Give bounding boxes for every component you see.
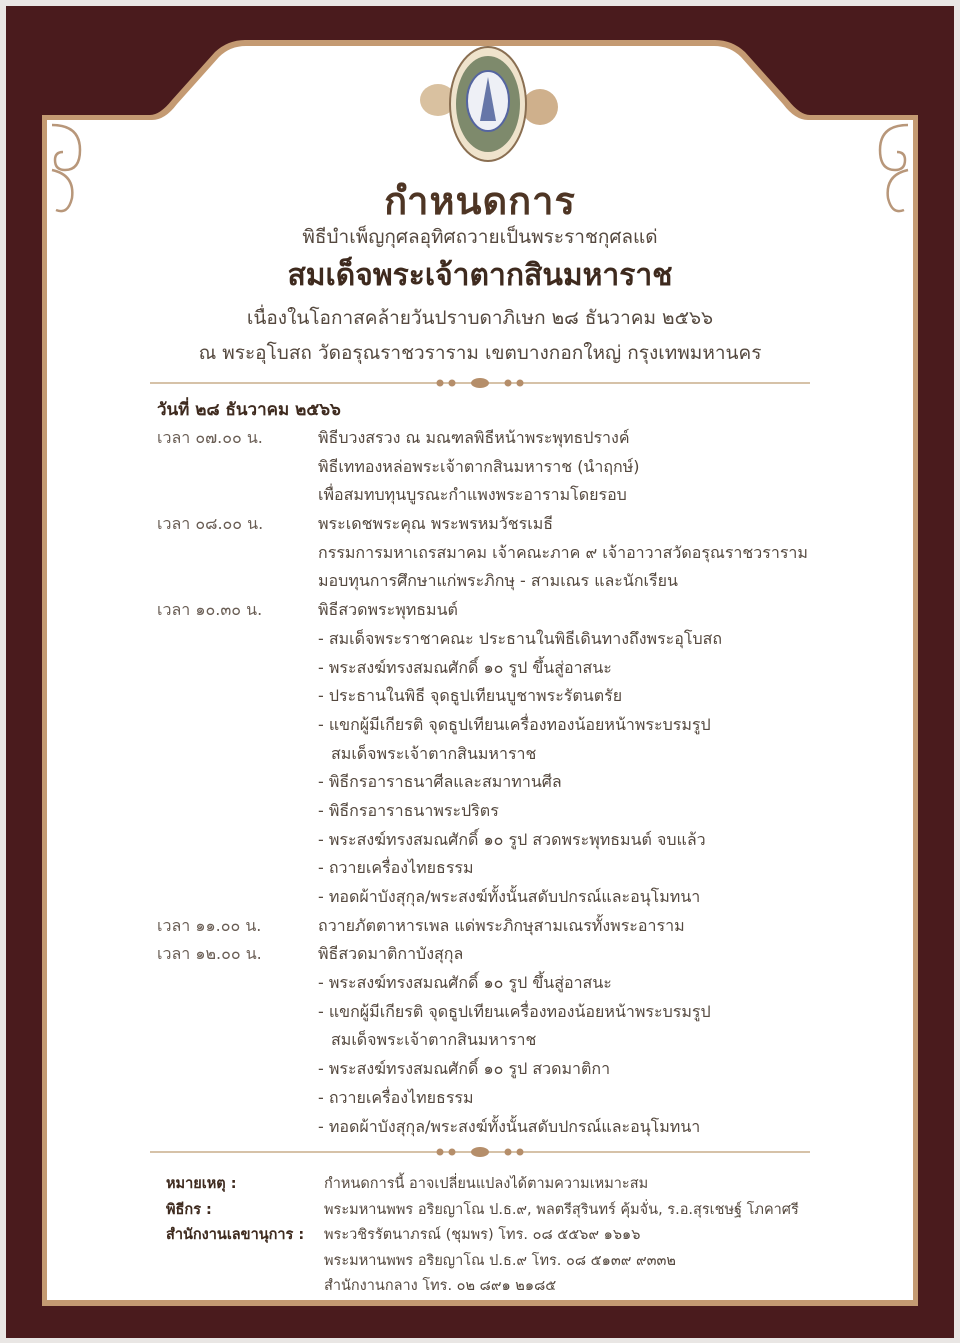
ornament-divider: [150, 377, 810, 389]
notes-section: [166, 1172, 799, 1300]
schedule-row: [157, 453, 877, 482]
schedule-time: [157, 998, 318, 1027]
schedule-item: พิธีสวดมาติกาบังสุกุล: [318, 944, 464, 964]
note-row: [166, 1249, 799, 1275]
note-row: [166, 1198, 799, 1224]
schedule-time: [157, 1113, 318, 1142]
schedule-time: [157, 539, 318, 568]
schedule-item: - พระสงฆ์ทรงสมณศักดิ์ ๑๐ รูป สวดพระพุทธมนต์ จบแล้ว: [318, 829, 706, 849]
schedule-item: - พิธีกรอาราธนาศีลและสมาทานศีล: [318, 772, 562, 792]
schedule-item: พิธีสวดพระพุทธมนต์: [318, 600, 458, 620]
schedule-list: [157, 424, 877, 1141]
schedule-time: เวลา ๑๒.๐๐ น.: [157, 944, 262, 964]
schedule-row: [157, 596, 877, 625]
schedule-item: - ทอดผ้าบังสุกุล/พระสงฆ์ทั้งนั้นสดับปกรณ์และอนุโมทนา: [318, 887, 701, 906]
schedule-item: - ถวายเครื่องไทยธรรม: [318, 1087, 474, 1107]
schedule-item: - พระสงฆ์ทรงสมณศักดิ์ ๑๐ รูป ขึ้นสู่อาสนะ: [318, 973, 612, 993]
schedule-row: [157, 740, 877, 769]
schedule-row: [157, 912, 877, 941]
schedule-time: [157, 740, 318, 769]
schedule-time: [157, 826, 318, 855]
note-label: สำนักงานเลขานุการ :: [166, 1227, 305, 1243]
schedule-time: [157, 453, 318, 482]
occasion-line: เนื่องในโอกาสคล้ายวันปราบดาภิเษก ๒๘ ธันวาคม ๒๕๖๖: [246, 307, 714, 329]
schedule-row: [157, 539, 877, 568]
schedule-item: - พระสงฆ์ทรงสมณศักดิ์ ๑๐ รูป ขึ้นสู่อาสนะ: [318, 657, 612, 677]
schedule-item: - ถวายเครื่องไทยธรรม: [318, 858, 474, 878]
schedule-time: [157, 682, 318, 711]
schedule-row: [157, 854, 877, 883]
schedule-time: เวลา ๐๘.๐๐ น.: [157, 514, 264, 534]
schedule-item: ถวายภัตตาหารเพล แด่พระภิกษุสามเณรทั้งพระอาราม: [318, 915, 685, 935]
schedule-row: [157, 797, 877, 826]
schedule-item: - ประธานในพิธี จุดธูปเทียนบูชาพระรัตนตรัย: [318, 686, 623, 706]
schedule-row: [157, 510, 877, 539]
temple-seal-icon: [448, 45, 528, 163]
schedule-time: [157, 1055, 318, 1084]
schedule-item: - สมเด็จพระราชาคณะ ประธานในพิธีเดินทางถึงพระอุโบสถ: [318, 628, 723, 648]
schedule-time: [157, 567, 318, 596]
note-row: [166, 1172, 799, 1198]
note-value: พระวชิรรัตนาภรณ์ (ชุมพร) โทร. ๐๘ ๕๕๖๙ ๑๖๑๖: [324, 1227, 641, 1243]
schedule-time: [157, 625, 318, 654]
honoree-title: สมเด็จพระเจ้าตากสินมหาราช: [287, 258, 673, 293]
schedule-row: [157, 826, 877, 855]
note-label: หมายเหตุ :: [166, 1176, 237, 1192]
schedule-row: [157, 481, 877, 510]
schedule-row: [157, 1055, 877, 1084]
note-row: [166, 1223, 799, 1249]
schedule-row: [157, 768, 877, 797]
schedule-row: [157, 567, 877, 596]
schedule-row: [157, 682, 877, 711]
schedule-item: - พระสงฆ์ทรงสมณศักดิ์ ๑๐ รูป สวดมาติกา: [318, 1059, 611, 1079]
schedule-row: [157, 998, 877, 1027]
schedule-row: [157, 625, 877, 654]
schedule-item: พิธีบวงสรวง ณ มณฑลพิธีหน้าพระพุทธปรางค์: [318, 428, 630, 447]
schedule-time: [157, 768, 318, 797]
schedule-item: - พิธีกรอาราธนาพระปริตร: [318, 800, 499, 820]
schedule-time: [157, 1084, 318, 1113]
schedule-row: [157, 883, 877, 912]
document-title: กำหนดการ: [384, 179, 576, 223]
schedule-time: [157, 1026, 318, 1055]
schedule-time: [157, 797, 318, 826]
note-value: พระมหานพพร อริยญาโณ ป.ธ.๙ โทร. ๐๘ ๕๑๓๙ ๙๓๓๒: [324, 1252, 676, 1269]
schedule-item: สมเด็จพระเจ้าตากสินมหาราช: [331, 743, 537, 763]
schedule-item: สมเด็จพระเจ้าตากสินมหาราช: [331, 1030, 537, 1050]
schedule-item: พระเดชพระคุณ พระพรหมวัชรเมธี: [318, 514, 554, 534]
schedule-time: [157, 481, 318, 510]
note-label: [166, 1249, 324, 1275]
schedule-item: - ทอดผ้าบังสุกุล/พระสงฆ์ทั้งนั้นสดับปกรณ์และอนุโมทนา: [318, 1116, 701, 1136]
ceremony-subtitle: พิธีบำเพ็ญกุศลอุทิศถวายเป็นพระราชกุศลแด่: [302, 226, 658, 248]
note-value: พระมหานพพร อริยญาโณ ป.ธ.๙, พลตรีสุรินทร์ คุ้มจั่น, ร.อ.สุรเชษฐ์ โภคาศรี: [324, 1201, 799, 1218]
schedule-item: พิธีเททองหล่อพระเจ้าตากสินมหาราช (นำฤกษ์): [318, 456, 640, 476]
schedule-time: [157, 969, 318, 998]
schedule-row: [157, 711, 877, 740]
schedule-item: - แขกผู้มีเกียรติ จุดธูปเทียนเครื่องทองน้อยหน้าพระบรมรูป: [318, 1001, 711, 1021]
ornament-divider: [150, 1146, 810, 1158]
note-label: [166, 1274, 324, 1300]
schedule-item: เพื่อสมทบทุนบูรณะกำแพงพระอารามโดยรอบ: [318, 485, 627, 505]
schedule-row: [157, 1084, 877, 1113]
schedule-time: [157, 883, 318, 912]
schedule-time: เวลา ๑๐.๓๐ น.: [157, 600, 263, 620]
schedule-date: วันที่ ๒๘ ธันวาคม ๒๕๖๖: [157, 400, 341, 420]
note-value: กำหนดการนี้ อาจเปลี่ยนแปลงได้ตามความเหมาะสม: [324, 1176, 649, 1192]
schedule-time: [157, 654, 318, 683]
schedule-row: [157, 940, 877, 969]
note-label: พิธีกร :: [166, 1201, 212, 1218]
note-value: สำนักงานกลาง โทร. ๐๒ ๘๙๑ ๒๑๘๕: [324, 1278, 557, 1294]
schedule-row: [157, 1113, 877, 1142]
schedule-row: [157, 424, 877, 453]
schedule-item: กรรมการมหาเถรสมาคม เจ้าคณะภาค ๙ เจ้าอาวาสวัดอรุณราชวราราม: [318, 542, 808, 562]
schedule-item: มอบทุนการศึกษาแก่พระภิกษุ - สามเณร และนักเรียน: [318, 571, 678, 591]
schedule-time: [157, 711, 318, 740]
note-row: [166, 1274, 799, 1300]
schedule-row: [157, 969, 877, 998]
venue-line: ณ พระอุโบสถ วัดอรุณราชวราราม เขตบางกอกใหญ่ กรุงเทพมหานคร: [198, 342, 762, 364]
schedule-time: เวลา ๐๗.๐๐ น.: [157, 428, 263, 447]
schedule-time: เวลา ๑๑.๐๐ น.: [157, 915, 262, 935]
schedule-time: [157, 854, 318, 883]
schedule-row: [157, 1026, 877, 1055]
schedule-row: [157, 654, 877, 683]
schedule-item: - แขกผู้มีเกียรติ จุดธูปเทียนเครื่องทองน้อยหน้าพระบรมรูป: [318, 714, 711, 734]
